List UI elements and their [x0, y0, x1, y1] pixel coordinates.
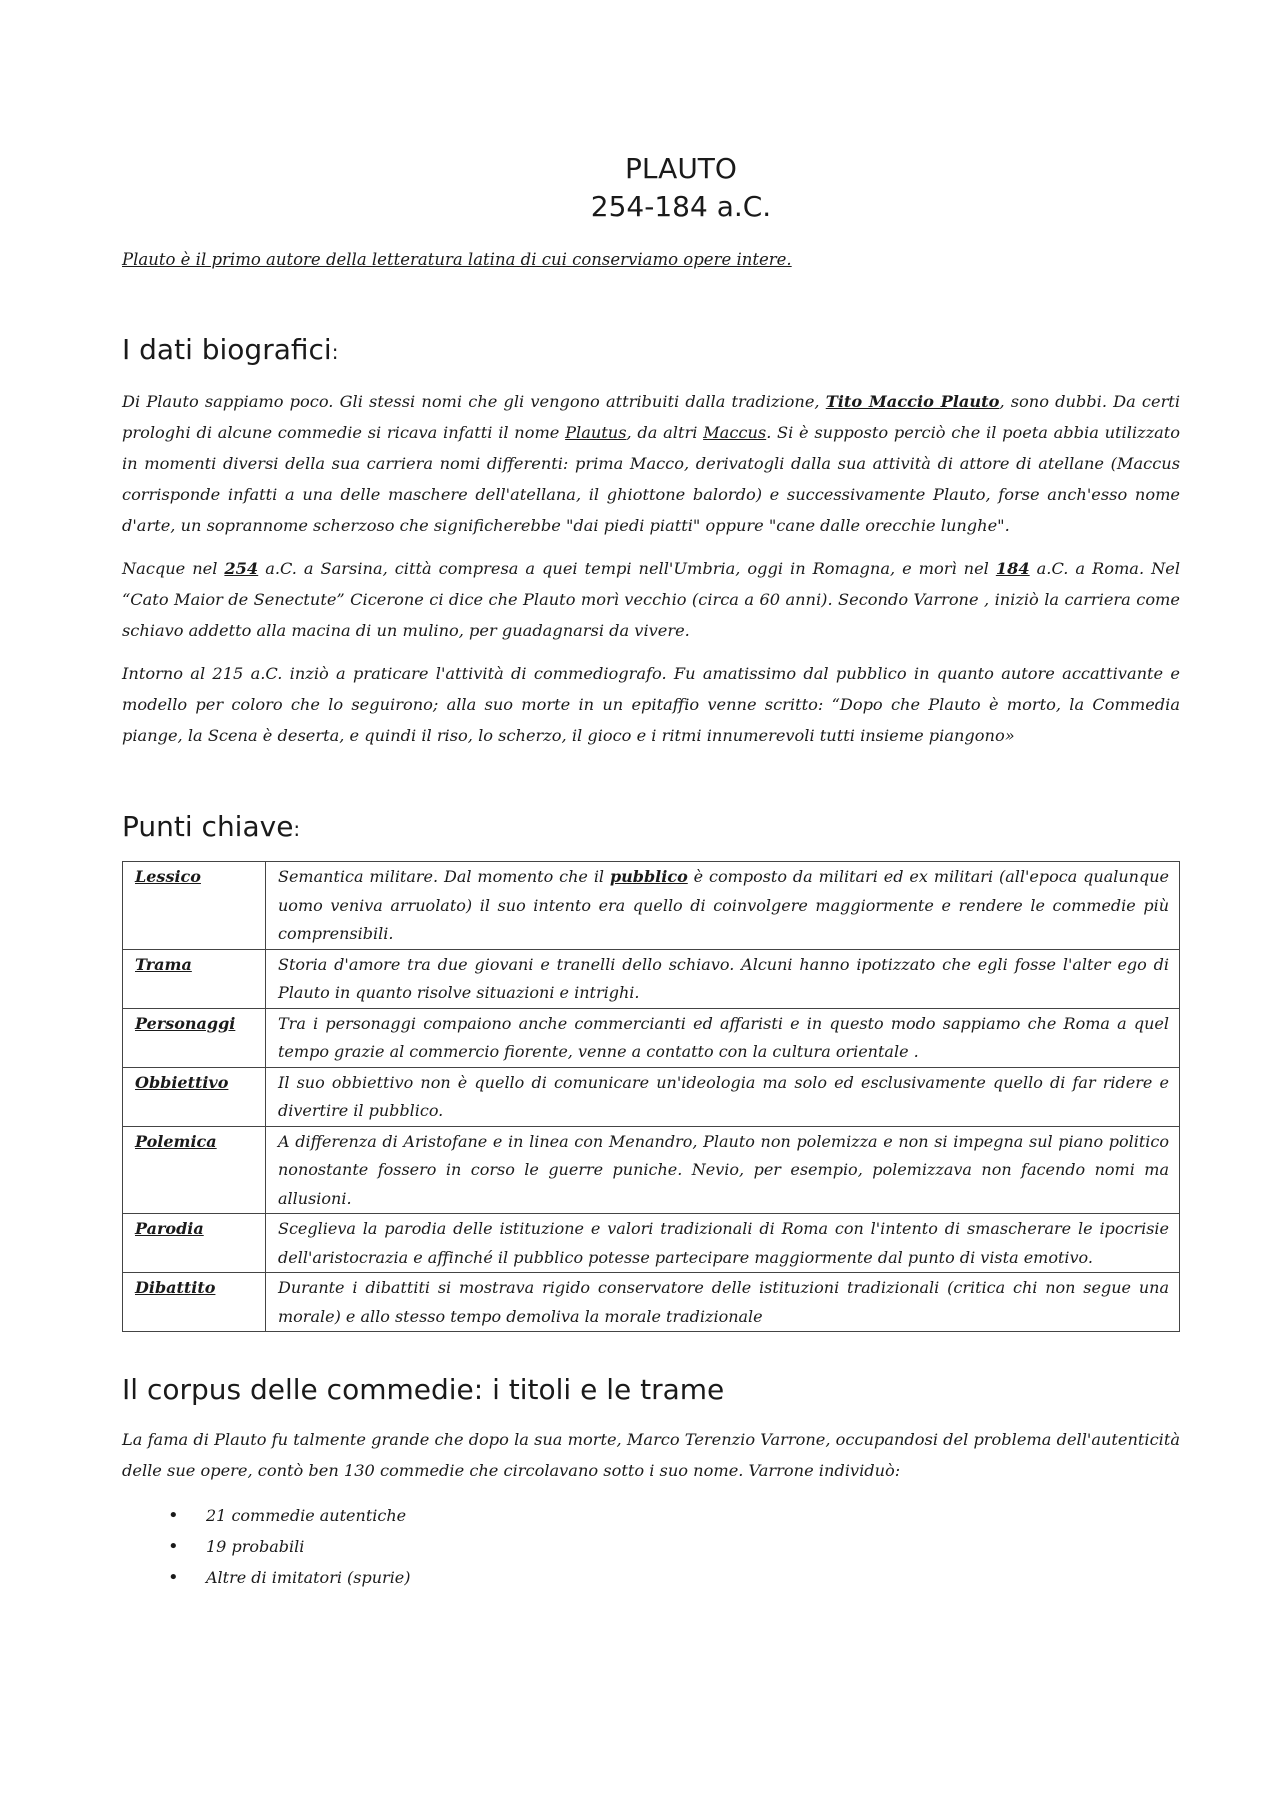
biography-paragraph-1 [122, 386, 1180, 541]
key-term-cell: Obbiettivo [123, 1067, 266, 1126]
page-title [122, 150, 1180, 226]
text-run: Durante i dibattiti si mostrava rigido conservatore delle istituzioni tradizionali (critica chi non segue una morale) e allo stesso tempo demoliva la morale tradizionale [278, 1278, 1169, 1326]
author-full-name: Tito Maccio Plauto [825, 392, 1000, 411]
biography-paragraph-2 [122, 553, 1180, 646]
bullet-icon: • [168, 1505, 179, 1526]
key-term-cell: Personaggi [123, 1008, 266, 1067]
table-row [123, 1067, 1180, 1126]
table-row [123, 949, 1180, 1008]
emphasized-term: pubblico [609, 867, 688, 886]
list-item-text: 19 probabili [206, 1537, 305, 1556]
bullet-icon: • [168, 1567, 179, 1588]
name-maccus: Maccus [703, 423, 767, 442]
name-plautus: Plautus [565, 423, 627, 442]
section-heading-biography [122, 332, 1180, 370]
list-item-text: Altre di imitatori (spurie) [206, 1568, 411, 1587]
key-description-cell [266, 1214, 1180, 1273]
key-description-cell [266, 1273, 1180, 1332]
text-run: Sceglieva la parodia delle istituzione e valori tradizionali di Roma con l'intento di smascherare le ipocrisie dell'aristocrazia e affinché il pubblico potesse partecipare maggiormente dal punto di vista emotivo. [278, 1219, 1169, 1267]
intro-sentence: Plauto è il primo autore della letteratura latina di cui conserviamo opere intere. [122, 250, 792, 269]
text-run: , da altri [626, 423, 704, 442]
corpus-paragraph: La fama di Plauto fu talmente grande che dopo la sua morte, Marco Terenzio Varrone, occupandosi del problema dell'autenticità delle sue opere, contò ben 130 commedie che circolavano sotto i suo nome. Varrone individuò: [122, 1430, 1180, 1480]
biography-paragraph-3: Intorno al 215 a.C. inziò a praticare l'attività di commediografo. Fu amatissimo dal pubblico in quanto autore accattivante e modello per coloro che lo seguirono; alla suo morte in un epitaffio venne scritto: “Dopo che Plauto è morto, la Commedia piange, la Scena è deserta, e quindi il riso, lo scherzo, il gioco e i ritmi innumerevoli tutti insieme piangono» [122, 664, 1180, 745]
list-item [122, 1562, 1180, 1593]
text-run: a.C. a Sarsina, città compresa a quei tempi nell'Umbria, oggi in Romagna, e morì nel [258, 559, 996, 578]
text-run: Storia d'amore tra due giovani e tranelli dello schiavo. Alcuni hanno ipotizzato che egli fosse l'alter ego di Plauto in quanto risolve situazioni e intrighi. [278, 954, 1169, 1002]
heading-colon: : [293, 817, 301, 841]
heading-text: I dati biografici [122, 333, 332, 366]
table-row [123, 1273, 1180, 1332]
section-heading-corpus: Il corpus delle commedie: i titoli e le trame [122, 1373, 725, 1406]
table-row [123, 1008, 1180, 1067]
table-row [123, 862, 1180, 950]
document-page [122, 150, 1180, 1593]
key-term-cell: Parodia [123, 1214, 266, 1273]
text-run: , sono dubbi. Da certi prologhi di alcune commedie si ricava infatti il nome [122, 392, 1180, 442]
text-run: Nacque nel [122, 559, 225, 578]
list-item [122, 1531, 1180, 1562]
bullet-icon: • [168, 1536, 179, 1557]
text-run: è composto da militari ed ex militari (all'epoca qualunque uomo veniva arruolato) il suo intento era quello di coinvolgere maggiormente e rendere le commedie più comprensibili. [278, 867, 1170, 943]
key-description-cell [266, 1008, 1180, 1067]
list-item-text: 21 commedie autentiche [206, 1506, 407, 1525]
key-points-table [122, 861, 1180, 1332]
key-term-cell: Polemica [123, 1126, 266, 1214]
section-heading-key-points [122, 809, 1180, 847]
title-name: PLAUTO [625, 152, 737, 185]
key-description-cell [266, 862, 1180, 950]
key-description-cell [266, 1067, 1180, 1126]
key-term-cell: Lessico [123, 862, 266, 950]
key-term-cell: Dibattito [123, 1273, 266, 1332]
table-row [123, 1214, 1180, 1273]
birth-year: 254 [224, 559, 259, 578]
key-description-cell [266, 1126, 1180, 1214]
heading-text: Punti chiave [122, 810, 294, 843]
text-run: Tra i personaggi compaiono anche commercianti ed affaristi e in questo modo sappiamo che Roma a quel tempo grazie al commercio fiorente, venne a contatto con la cultura orientale . [278, 1013, 1169, 1061]
key-description-cell [266, 949, 1180, 1008]
text-run: A differenza di Aristofane e in linea con Menandro, Plauto non polemizza e non si impegna sul piano politico nonostante fossero in corso le guerre puniche. Nevio, per esempio, polemizzava non facendo nomi ma allusioni. [278, 1131, 1169, 1208]
text-run: Semantica militare. Dal momento che il [278, 867, 610, 886]
corpus-list [122, 1500, 1180, 1593]
text-run: a.C. a Roma. Nel “Cato Maior de Senectute” Cicerone ci dice che Plauto morì vecchio (circa a 60 anni). Secondo Varrone , iniziò la carriera come schiavo addetto alla macina di un mulino, per guadagnarsi da vivere. [122, 559, 1181, 640]
text-run: Il suo obbiettivo non è quello di comunicare un'ideologia ma solo ed esclusivamente quello di far ridere e divertire il pubblico. [278, 1072, 1169, 1120]
list-item [122, 1500, 1180, 1531]
text-run: Di Plauto sappiamo poco. Gli stessi nomi che gli vengono attribuiti dalla tradizione, [122, 392, 826, 411]
death-year: 184 [995, 559, 1030, 578]
heading-colon: : [331, 340, 339, 364]
table-row [123, 1126, 1180, 1214]
text-run: . Si è supposto perciò che il poeta abbia utilizzato in momenti diversi della sua carriera nomi differenti: prima Macco, derivatogli dalla sua attività di attore di atellane (Maccus corrisponde infatti a una delle maschere dell'atellana, il ghiottone balordo) e successivamente Plauto, forse anch'esso nome d'arte, un soprannome scherzoso che significherebbe "dai piedi piatti" oppure "cane dalle orecchie lunghe". [122, 423, 1181, 535]
title-dates: 254-184 a.C. [590, 190, 772, 223]
key-term-cell: Trama [123, 949, 266, 1008]
